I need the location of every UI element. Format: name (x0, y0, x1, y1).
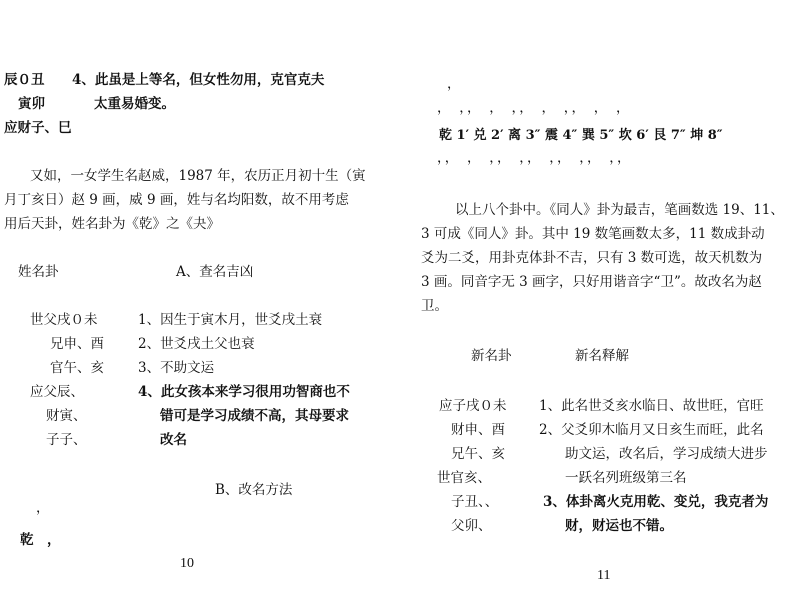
interpretation-text: 4、此虽是上等名，但女性勿用，克官克夫 (72, 72, 325, 88)
right-page (397, 0, 793, 592)
hexagram-line: 财申、酉 (451, 422, 505, 438)
hexagram-line: 兄申、酉 (50, 336, 104, 352)
hexagram-line: 世官亥、 (437, 470, 491, 486)
interpretation-text: 改名 (160, 432, 187, 448)
table-heading: A、查名吉凶 (176, 264, 254, 280)
interpretation-text: 4、此女孩本来学习很用功智商也不 (138, 384, 350, 400)
page-number: 10 (180, 556, 194, 571)
hexagram-line: 世父戌０未 (30, 312, 98, 328)
table-heading: 新名释解 (575, 348, 629, 364)
interpretation-text: 错可是学习成绩不高，其母要求 (160, 408, 349, 424)
punctuation-mark: ， (36, 500, 50, 516)
hexagram-line: 辰０丑 (4, 72, 45, 88)
hexagram-line: 应子戌０未 (439, 398, 507, 414)
punctuation-marks: ，， ， ，， ，， ，， ，， ，， (437, 150, 632, 166)
table-heading: 姓名卦 (18, 264, 59, 280)
section-heading: B、改名方法 (215, 482, 293, 498)
hexagram-line: 子丑、、 (451, 494, 499, 510)
interpretation-text: 1、此名世爻亥水临日、故世旺，官旺 (539, 398, 764, 414)
hexagram-line: 应财子、巳 (4, 120, 72, 136)
paragraph-line: 卫。 (421, 298, 448, 314)
hexagram-line: 兄午、亥 (451, 446, 505, 462)
interpretation-text: 3、不助文运 (138, 360, 215, 376)
paragraph-line: 爻为二爻，用卦克体卦不吉，只有 3 数可选，故天机数为 (421, 250, 763, 266)
punctuation-marks: ， ，， ， ，， ， ，， ， ， (437, 100, 631, 116)
interpretation-text: 助文运，改名后，学习成绩大进步 (565, 446, 768, 462)
hexagram-line: 父卯、 (451, 518, 492, 534)
hexagram-line: 财寅、 (46, 408, 87, 424)
paragraph-line: 以上八个卦中。《同人》卦为最吉，笔画数选 19、11、 (455, 202, 784, 218)
interpretation-text: 1、因生于寅木月，世爻戌土衰 (138, 312, 323, 328)
hexagram-line: 寅卯 (18, 96, 45, 112)
interpretation-text: 3、体卦离火克用乾、变兑，我克者为 (543, 494, 769, 510)
paragraph-line: 又如，一女学生名赵威，1987 年，农历正月初十生（寅 (30, 168, 366, 184)
interpretation-text: 2、父爻卯木临月又日亥生而旺，此名 (539, 422, 764, 438)
hexagram-line: 官午、亥 (50, 360, 104, 376)
hexagram-line: 子子、 (46, 432, 87, 448)
paragraph-line: 3 画。同音字无 3 画字，只好用谐音字“卫”。故改名为赵 (421, 274, 762, 290)
page-number: 11 (597, 568, 611, 583)
trigram-label: 乾 ， (20, 532, 61, 548)
table-heading: 新名卦 (471, 348, 512, 364)
trigram-sequence: 乾 1′ 兑 2′ 离 3″ 震 4″ 巽 5″ 坎 6′ 艮 7″ 坤 8″ (439, 128, 723, 143)
interpretation-text: 财，财运也不错。 (565, 518, 673, 534)
interpretation-text: 一跃名列班级第三名 (565, 470, 687, 486)
paragraph-line: 3 可成《同人》卦。其中 19 数笔画数太多，11 数成卦动 (421, 226, 765, 242)
paragraph-line: 用后天卦，姓名卦为《乾》之《夬》 (4, 216, 220, 232)
hexagram-line: 应父辰、 (30, 384, 84, 400)
interpretation-text: 太重易婚变。 (94, 96, 175, 112)
punctuation-marks: ， (447, 76, 461, 92)
interpretation-text: 2、世爻戌土父也衰 (138, 336, 255, 352)
paragraph-line: 月丁亥日）赵 9 画，威 9 画，姓与名均阳数，故不用考虑 (4, 192, 349, 208)
left-page (0, 0, 396, 592)
